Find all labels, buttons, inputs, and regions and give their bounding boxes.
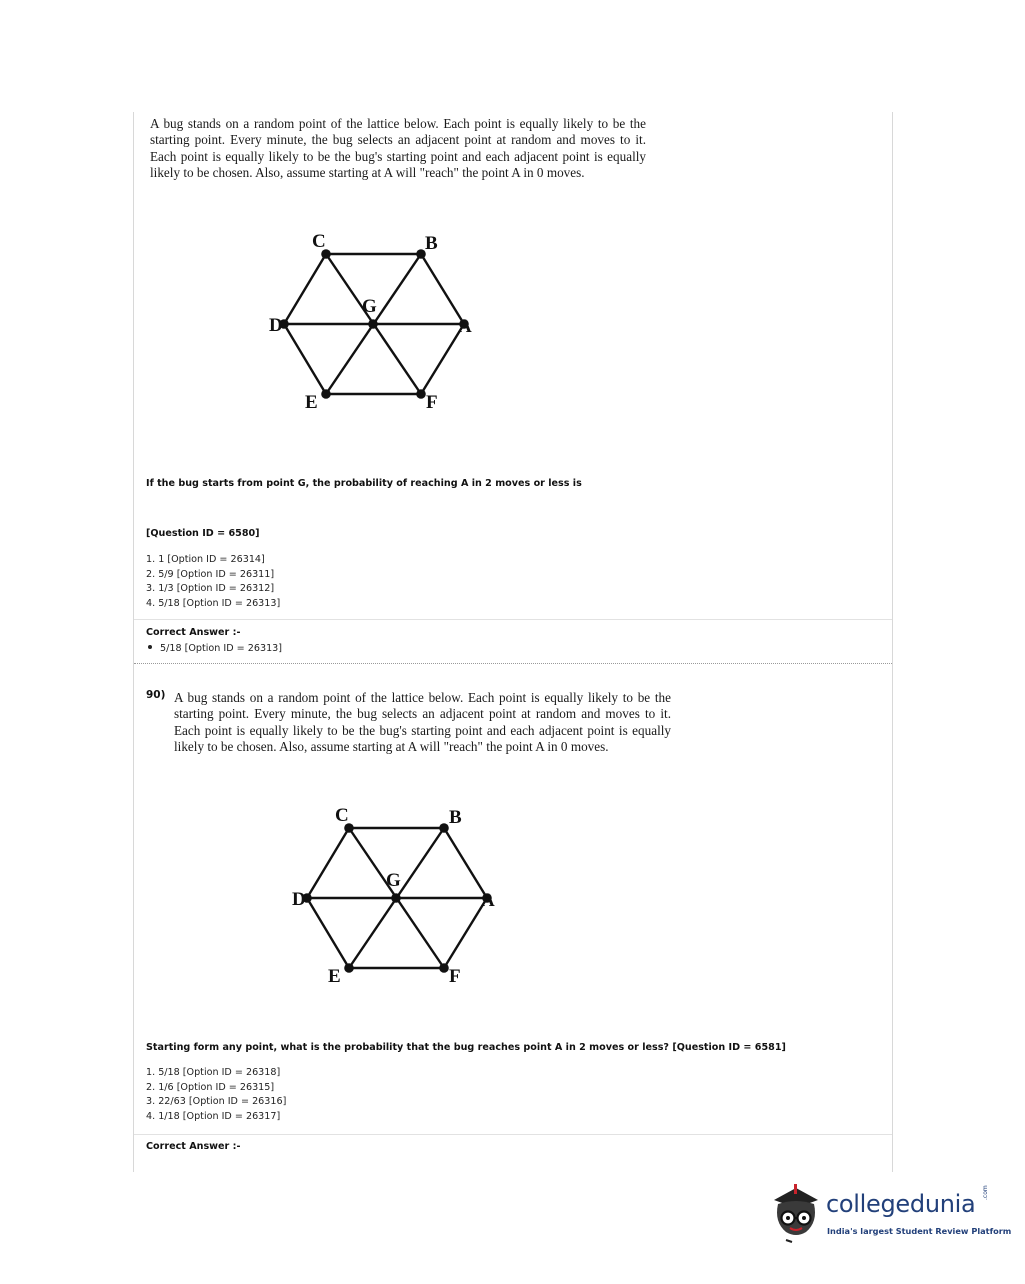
divider	[134, 1134, 892, 1135]
label-f: F	[449, 966, 461, 987]
label-c: C	[312, 231, 326, 252]
correct-answer-label: Correct Answer :-	[146, 627, 241, 638]
brand-suffix: .com	[982, 1185, 989, 1200]
bullet-icon	[148, 645, 152, 649]
label-g: G	[386, 870, 401, 891]
label-c: C	[335, 805, 349, 826]
option-item: 2. 1/6 [Option ID = 26315]	[146, 1081, 275, 1093]
option-item: 2. 5/9 [Option ID = 26311]	[146, 568, 275, 580]
point-e	[321, 389, 331, 399]
point-g	[368, 319, 378, 329]
label-b: B	[425, 233, 438, 254]
question-1-options	[146, 553, 280, 611]
question-2-options	[146, 1066, 286, 1124]
question-1-prompt: If the bug starts from point G, the probability of reaching A in 2 moves or less is	[146, 478, 582, 489]
label-a: A	[458, 316, 472, 337]
question-2-prompt: Starting form any point, what is the probability that the bug reaches point A in 2 moves or less? [Question ID = 6581]	[146, 1042, 786, 1053]
correct-answer-text: 5/18 [Option ID = 26313]	[160, 643, 283, 654]
divider	[134, 619, 892, 620]
option-item: 4. 5/18 [Option ID = 26313]	[146, 597, 281, 609]
question-separator	[134, 663, 892, 664]
option-item: 1. 1 [Option ID = 26314]	[146, 554, 265, 565]
label-e: E	[305, 392, 318, 413]
point-f	[439, 963, 449, 973]
label-a: A	[481, 890, 495, 911]
point-f	[416, 389, 426, 399]
correct-answer-label: Correct Answer :-	[146, 1141, 241, 1152]
label-d: D	[269, 315, 283, 336]
correct-answer-value	[146, 643, 282, 654]
brand-name: collegedunia	[826, 1190, 976, 1218]
point-e	[344, 963, 354, 973]
question-1-stem: A bug stands on a random point of the lattice below. Each point is equally likely to be the starting point. Every minute, the bug selects an adjacent point at random and moves to it. Each point is equally likely to be the bug's starting point and each adjacent point is equally likely to be chosen. Also, assume starting at A will "reach" the point A in 0 moves.	[150, 116, 646, 181]
question-number: 90)	[146, 689, 166, 701]
label-f: F	[426, 392, 438, 413]
point-g	[391, 893, 401, 903]
option-item: 3. 22/63 [Option ID = 26316]	[146, 1096, 287, 1108]
option-item: 4. 1/18 [Option ID = 26317]	[146, 1110, 281, 1122]
point-b	[439, 823, 449, 833]
label-d: D	[292, 889, 306, 910]
brand-tagline: India's largest Student Review Platform	[827, 1226, 1012, 1236]
question-2-stem: A bug stands on a random point of the lattice below. Each point is equally likely to be the starting point. Every minute, the bug selects an adjacent point at random and moves to it. Each point is equally likely to be the bug's starting point and each adjacent point is equally likely to be chosen. Also, assume starting at A will "reach" the point A in 0 moves.	[174, 690, 671, 755]
label-g: G	[362, 296, 377, 317]
option-item: 3. 1/3 [Option ID = 26312]	[146, 583, 275, 595]
label-e: E	[328, 966, 341, 987]
label-b: B	[449, 807, 462, 828]
option-item: 1. 5/18 [Option ID = 26318]	[146, 1067, 281, 1078]
question-1-id: [Question ID = 6580]	[146, 528, 260, 539]
